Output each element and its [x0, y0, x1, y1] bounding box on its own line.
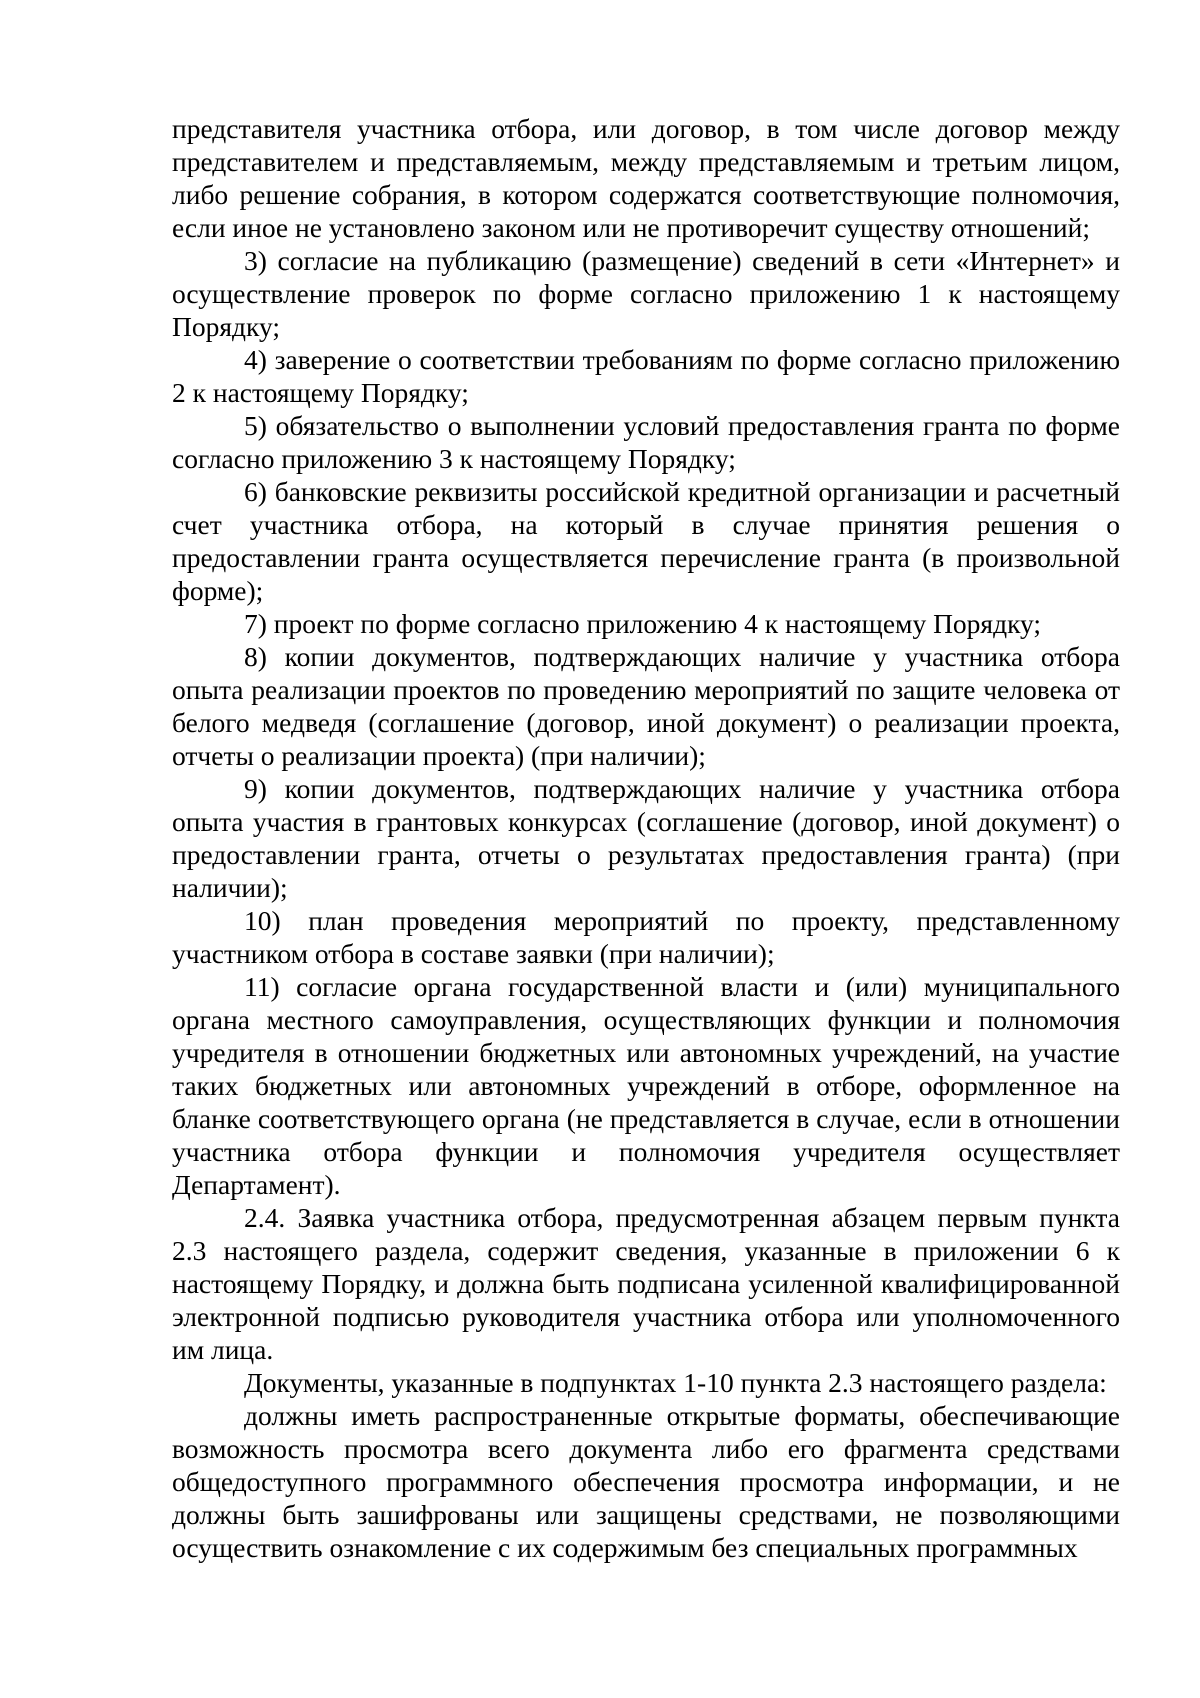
paragraph-item-8-experience-projects: 8) копии документов, подтверждающих наличие у участника отбора опыта реализации проектов по проведению мероприятий по защите человека от белого медведя (соглашение (договор, иной документ) о реализации проекта, отчеты о реализации проекта) (при наличии);: [172, 641, 1120, 771]
paragraph-representative-documents: представителя участника отбора, или договор, в том числе договор между представителем и представляемым, между представляемым и третьим лицом, либо решение собрания, в котором содержатся соответствующие полномочия, если иное не установлено законом или не противоречит существу отношений;: [172, 113, 1120, 243]
paragraph-item-4-assurance: 4) заверение о соответствии требованиям по форме согласно приложению 2 к настоящему Порядку;: [172, 344, 1120, 408]
paragraph-item-9-experience-grants: 9) копии документов, подтверждающих наличие у участника отбора опыта участия в грантовых конкурсах (соглашение (договор, иной документ) о предоставлении гранта, отчеты о результатах предоставления гранта) (при наличии);: [172, 773, 1120, 903]
paragraph-item-6-bank-details: 6) банковские реквизиты российской кредитной организации и расчетный счет участника отбора, на который в случае принятия решения о предоставлении гранта осуществляется перечисление гранта (в произвольной форме);: [172, 476, 1120, 606]
paragraph-item-5-obligation: 5) обязательство о выполнении условий предоставления гранта по форме согласно приложению 3 к настоящему Порядку;: [172, 410, 1120, 474]
paragraph-item-10-plan: 10) план проведения мероприятий по проекту, представленному участником отбора в составе заявки (при наличии);: [172, 905, 1120, 969]
paragraph-documents-intro: Документы, указанные в подпунктах 1-10 пункта 2.3 настоящего раздела:: [244, 1367, 1107, 1398]
paragraph-documents-formats: должны иметь распространенные открытые форматы, обеспечивающие возможность просмотра всего документа либо его фрагмента средствами общедоступного программного обеспечения просмотра информации, и не должны быть зашифрованы или защищены средствами, не позволяющими осуществить ознакомление с их содержимым без специальных программных: [172, 1400, 1120, 1563]
paragraph-item-3-consent: 3) согласие на публикацию (размещение) сведений в сети «Интернет» и осуществление проверок по форме согласно приложению 1 к настоящему Порядку;: [172, 245, 1120, 342]
paragraph-item-11-founder-consent: 11) согласие органа государственной власти и (или) муниципального органа местного самоуправления, осуществляющих функции и полномочия учредителя в отношении бюджетных или автономных учреждений, на участие таких бюджетных или автономных учреждений в отборе, оформленное на бланке соответствующего органа (не представляется в случае, если в отношении участника отбора функции и полномочия учредителя осуществляет Департамент).: [172, 971, 1120, 1200]
paragraph-2-4-application: 2.4. Заявка участника отбора, предусмотренная абзацем первым пункта 2.3 настоящего раздела, содержит сведения, указанные в приложении 6 к настоящему Порядку, и должна быть подписана усиленной квалифицированной электронной подписью руководителя участника отбора или уполномоченного им лица.: [172, 1202, 1120, 1365]
document-page: [172, 112, 1120, 1564]
paragraph-item-7-project: 7) проект по форме согласно приложению 4 к настоящему Порядку;: [244, 608, 1042, 639]
